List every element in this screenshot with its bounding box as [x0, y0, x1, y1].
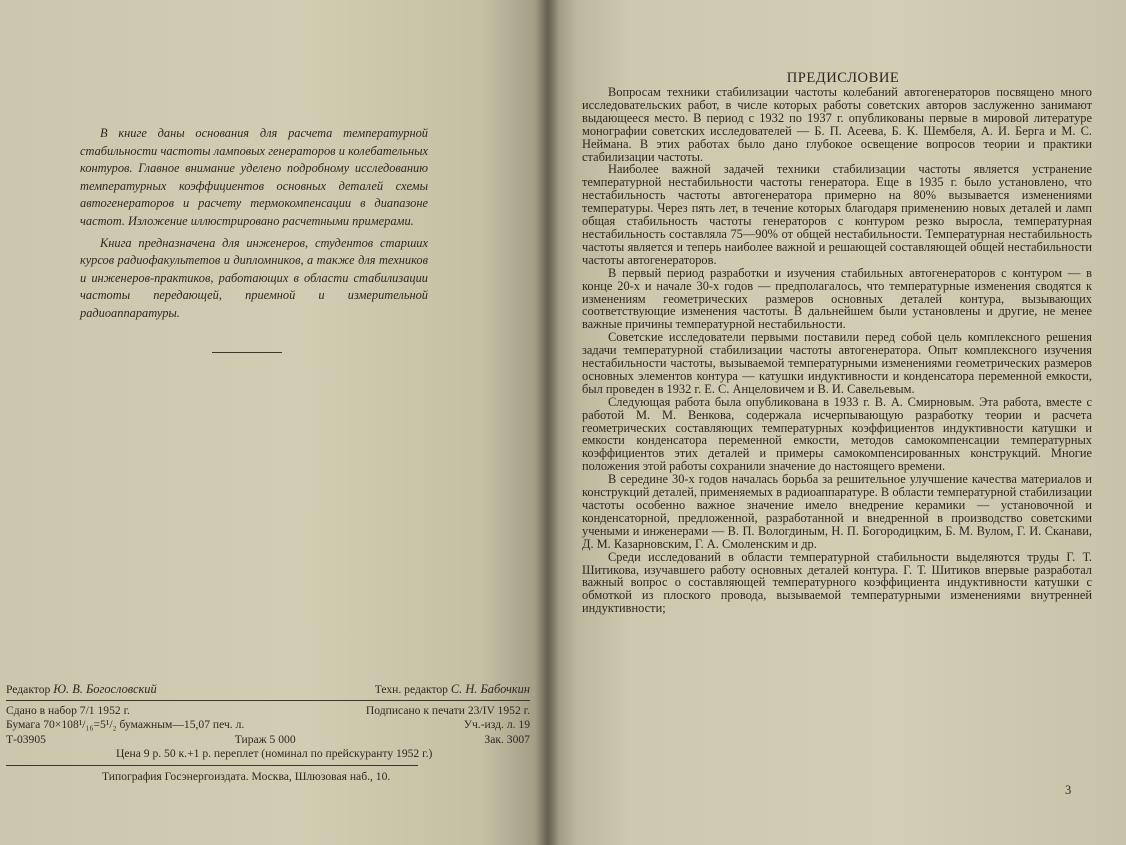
publication-code: Т-03905 — [6, 732, 46, 746]
annotation-paragraph: Книга предназначена для инженеров, студентов старших курсов радиофакультетов и дипломников, а также для техников и инженеров-практиков, работающих в области стабилизации частоты передающей, приемной и измерительной радиоаппаратуры. — [80, 235, 428, 320]
preface-paragraph: Вопросам техники стабилизации частоты колебаний автогенераторов посвящено много исследовательских работ, в числе которых работы советских авторов заслуженно занимают выдающееся место. В период с 1932 по 1937 г. опубликованы первые в мировой литературе монографии советских исследователей — Б. П. Асеева, Б. К. Шембеля, А. И. Берга и М. С. Неймана. В этих работах было дано глубокое освещение вопросов теории и практики стабилизации частоты. — [582, 85, 1092, 164]
page-number: 3 — [1065, 783, 1072, 797]
paper-row — [6, 718, 530, 733]
preface-heading: ПРЕДИСЛОВИЕ — [786, 70, 900, 86]
price: Цена 9 р. 50 к.+1 р. переплет (номинал по прейскуранту 1952 г.) — [116, 747, 433, 761]
tech-editor-name: С. Н. Бабочкин — [450, 682, 530, 696]
tech-editor-label: Техн. редактор — [374, 683, 448, 696]
printer: Типография Госэнергоиздата. Москва, Шлюзовая наб., 10. — [102, 769, 391, 783]
order-number: Зак. 3007 — [484, 732, 530, 746]
preface-paragraph: Наиболее важной задачей техники стабилизации частоты является устранение температурной нестабильности частоты генератора. Еще в 1935 г. было установлено, что нестабильность частоты автогенератора примерно на 80% вызывается изменениями температуры. Через пять лет, в течение которых благодаря применению новых деталей и ламп общая стабильность частоты генераторов с контуром резко выросла, температурная нестабильность составляла 75—90% от общей нестабильности. Температурная нестабильность частоты является и теперь наиболее важной и решающей составляющей общей нестабильности частоты автогенераторов. — [582, 162, 1092, 267]
imprint-block — [6, 682, 530, 785]
editor-name: Ю. В. Богословский — [53, 682, 157, 696]
left-page — [0, 0, 548, 845]
print-run: Тираж 5 000 — [234, 732, 296, 746]
preface-paragraph: В середине 30-х годов началась борьба за решительное улучшение качества материалов и конструкций деталей, применяемых в радиоаппаратуре. В области температурной стабилизации частоты особенно важное значение имело внедрение керамики — установочной и конденсаторной, предложенной, разработанной и внедренной в производство советскими учеными и инженерами — В. П. Вологдиным, Н. П. Богородицким, Б. М. Вулом, Г. И. Сканави, Д. М. Казарновским, Г. А. Смоленским и др. — [582, 472, 1092, 551]
dates-row — [6, 704, 530, 719]
edition-sheets: Уч.-изд. л. 19 — [463, 718, 530, 732]
preface-paragraph: Советские исследователи первыми поставили перед собой цель комплексного решения задачи температурной стабилизации частоты автогенератора. Опыт комплексного изучения нестабильности частоты, вызываемой температурными изменениями геометрических размеров основных элементов контура — катушки индуктивности и конденсатора переменной емкости, был проведен в 1932 г. Е. С. Анцеловичем и В. И. Савельевым. — [582, 330, 1092, 396]
paper-format: Бумага 70×108¹/₁₆=5¹/₂ бумажным—15,07 печ. л. — [6, 718, 245, 732]
annotation-divider — [212, 352, 282, 353]
preface-text — [582, 86, 1092, 615]
code-row — [6, 733, 530, 748]
book-annotation — [80, 125, 428, 323]
sent-to-set: Сдано в набор 7/1 1952 г. — [6, 703, 130, 717]
imprint-rule — [6, 765, 418, 766]
editors-row — [6, 682, 530, 698]
annotation-paragraph: В книге даны основания для расчета температурной стабильности частоты ламповых генераторов и колебательных контуров. Главное внимание уделено подробному исследованию температурных коэффициентов основных деталей схемы автогенераторов и расчету термокомпенсации в диапазоне частот. Изложение иллюстрировано расчетными примерами. — [80, 126, 428, 228]
signed-to-print: Подписано к печати 23/IV 1952 г. — [365, 703, 530, 717]
editor-label: Редактор — [6, 683, 51, 696]
imprint-rule — [6, 700, 530, 701]
preface-paragraph: Следующая работа была опубликована в 1933 г. В. А. Смирновым. Эта работа, вместе с работой М. М. Венкова, содержала исчерпывающую разработку теории и расчета геометрических составляющих температурных коэффициентов индуктивности катушки и емкости конденсатора переменной емкости, методов самокомпенсации температурных коэффициентов этих деталей и примеры самокомпенсированных конструкций. Многие положения этой работы сохранили значение до настоящего времени. — [582, 394, 1092, 474]
preface-paragraph: В первый период разработки и изучения стабильных автогенераторов с контуром — в конце 20-х и начале 30-х годов — предполагалось, что температурные изменения сводятся к изменениям геометрических размеров основных деталей контура, вызывающих соответствующие изменения частоты. В дальнейшем были установлены и другие, не менее важные причины температурной нестабильности. — [582, 265, 1092, 332]
preface-paragraph: Среди исследований в области температурной стабильности выделяются труды Г. Т. Шитикова, изучавшего работу основных деталей контура. Г. Т. Шитиков впервые разработал важный вопрос о составляющей температурного коэффициента индуктивности катушки с обмоткой из плоского провода, вызываемой температурными изменениями внутренней индуктивности; — [582, 549, 1092, 616]
book-gutter — [535, 0, 559, 845]
